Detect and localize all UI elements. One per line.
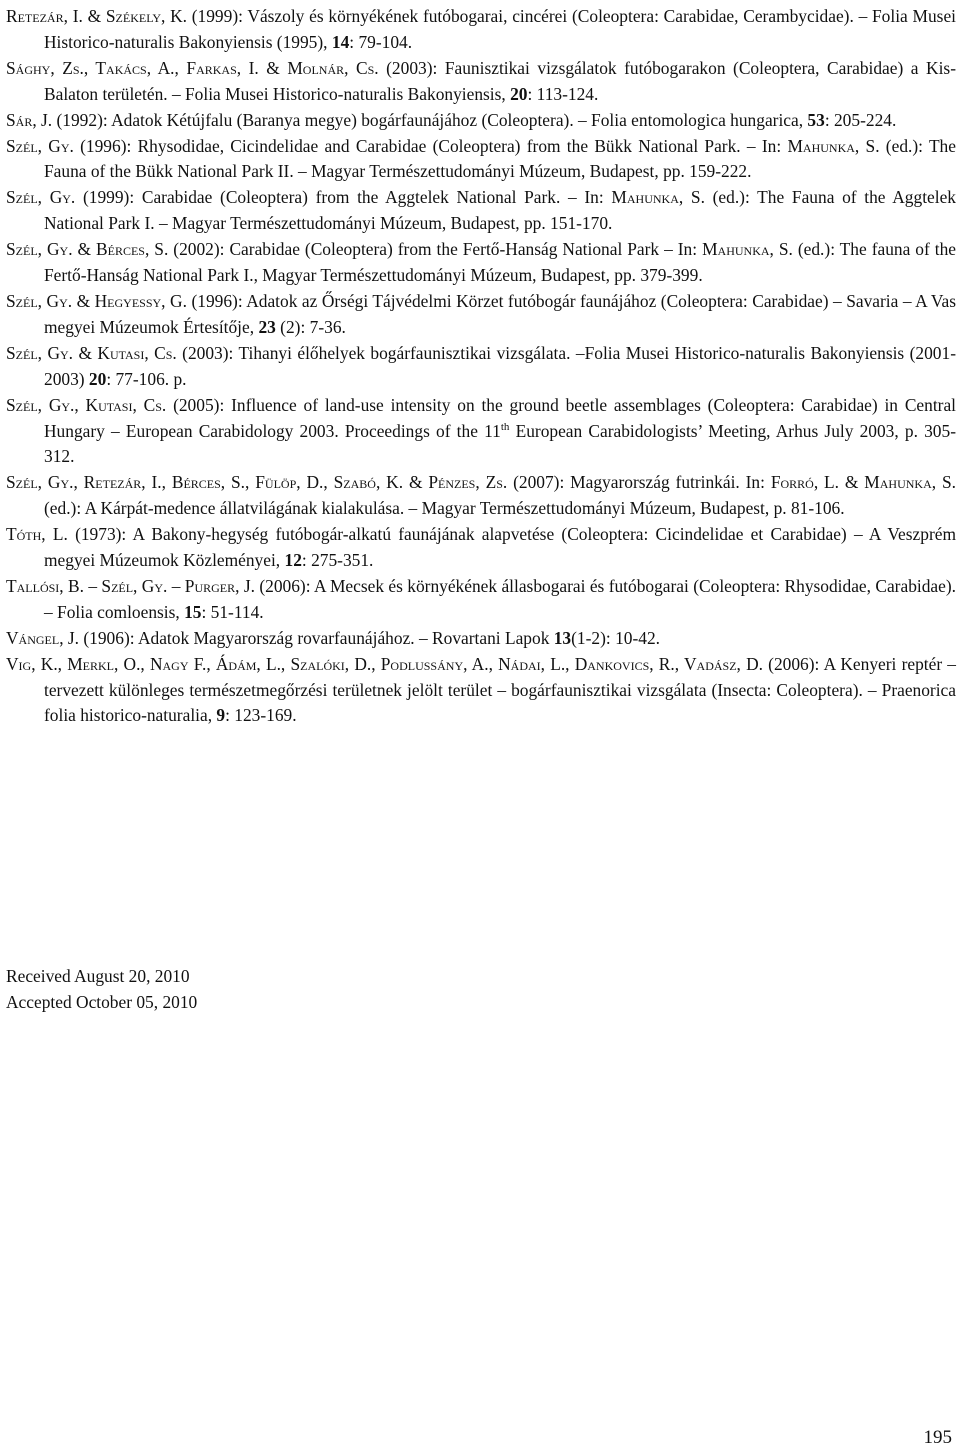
reference-entry [6,574,956,626]
reference-entry [6,56,956,108]
reference-text: (2002): Carabidae (Coleoptera) from the Fertő-Hanság National Park – In: Mahunka, S. (ed.): The fauna of the Fertő-Hanság National Park I., Magyar Természettudományi Múzeum, Budapest, pp. 379-399. [44,239,956,286]
reference-text: (2005): Influence of land-use intensity on the ground beetle assemblages (Coleoptera: Carabidae) in Central Hungary – European Carabidology 2003. Proceedings of the 11th European Carabidologists’ Meeting, Arhus July 2003, p. 305-312. [44,394,957,467]
reference-authors: Sár, J. [6,109,53,130]
reference-entry [6,185,956,237]
reference-authors: Vig, K., Merkl, O., Nagy F., Ádám, L., Szalóki, D., Podlussány, A., Nádai, L., Dankovics, R., Vadász, D. [6,653,763,674]
reference-text: (1906): Adatok Magyarország rovarfaunájához. – Rovartani Lapok 13(1-2): 10-42. [79,627,660,648]
reference-authors: Szél, Gy. & Hegyessy, G. [6,290,187,311]
reference-authors: Szél, Gy., Kutasi, Cs. [6,394,167,415]
reference-text: (1999): Carabidae (Coleoptera) from the Aggtelek National Park. – In: Mahunka, S. (ed.): The Fauna of the Aggtelek National Park I. – Magyar Természettudományi Múzeum, Budapest, pp. 151-170. [44,187,956,234]
reference-entry [6,393,956,471]
reference-entry [6,522,956,574]
reference-authors: Szél, Gy. & Bérces, S. [6,239,169,260]
reference-text: (1996): Adatok az Őrségi Tájvédelmi Körzet futóbogár faunájához (Coleoptera: Carabidae) – Savaria – A Vas megyei Múzeumok Értesítője, 23 (2): 7-36. [44,290,956,337]
reference-text: (2006): A Mecsek és környékének állasbogarai és futóbogarai (Coleoptera: Rhysodidae, Carabidae). – Folia comloensis, 15: 51-114. [44,575,956,622]
reference-authors: Szél, Gy. [6,187,76,208]
reference-entry [6,237,956,289]
reference-text: (2003): Tihanyi élőhelyek bogárfaunisztikai vizsgálata. –Folia Musei Historico-naturalis Bakonyiensis (2001-2003) 20: 77-106. p. [44,342,956,389]
received-date: Received August 20, 2010 [6,966,190,986]
reference-text: (2003): Faunisztikai vizsgálatok futóbogarakon (Coleoptera, Carabidae) a Kis-Balaton területén. – Folia Musei Historico-naturalis Bakonyiensis, 20: 113-124. [44,57,956,104]
reference-authors: Szél, Gy., Retezár, I., Bérces, S., Fülöp, D., Szabó, K. & Pénzes, Zs. [6,472,508,493]
reference-text: (2006): A Kenyeri reptér – tervezett különleges természetmegőrzési területnek jelölt terület – bogárfaunisztikai vizsgálata (Insecta: Coleoptera). – Praenorica folia historico-naturalia, 9: 123-169. [44,653,956,726]
reference-authors: Vángel, J. [6,627,80,648]
reference-text: (1999): Vászoly és környékének futóbogarai, cincérei (Coleoptera: Carabidae, Cerambycidae). – Folia Musei Historico-naturalis Bakonyiensis (1995), 14: 79-104. [44,6,956,52]
reference-entry [6,470,956,522]
reference-authors: Tallósi, B. – Szél, Gy. – Purger, J. [6,575,255,596]
reference-text: (2007): Magyarország futrinkái. In: Forró, L. & Mahunka, S. (ed.): A Kárpát-medence állatvilágának kialakulása. – Magyar Természettudományi Múzeum, Budapest, p. 81-106. [44,472,957,519]
reference-list [6,4,956,729]
accepted-date: Accepted October 05, 2010 [6,992,198,1012]
reference-authors: Sághy, Zs., Takács, A., Farkas, I. & Molnár, Cs. [6,57,379,78]
reference-text: (1996): Rhysodidae, Cicindelidae and Carabidae (Coleoptera) from the Bükk National Park. – In: Mahunka, S. (ed.): The Fauna of the Bükk National Park II. – Magyar Természettudományi Múzeum, Budapest, pp. 159-222. [44,135,956,182]
reference-authors: Szél, Gy. & Kutasi, Cs. [6,342,177,363]
reference-entry [6,652,956,730]
reference-authors: Tóth, L. [6,524,68,545]
reference-authors: Retezár, I. & Székely, K. [6,6,187,26]
reference-entry [6,626,956,652]
reference-entry [6,341,956,393]
reference-entry [6,108,956,134]
reference-entry [6,134,956,186]
reference-text: (1973): A Bakony-hegység futóbogár-alkatú faunájának alapvetése (Coleoptera: Cicindelidae et Carabidae) – A Veszprém megyei Múzeumok Közleményei, 12: 275-351. [44,524,956,571]
reference-entry [6,4,956,56]
reference-authors: Szél, Gy. [6,135,74,156]
manuscript-dates [6,963,197,1015]
page-number: 195 [923,1427,952,1448]
reference-text: (1992): Adatok Kétújfalu (Baranya megye) bogárfaunájához (Coleoptera). – Folia entomologica hungarica, 53: 205-224. [52,109,897,130]
reference-entry [6,289,956,341]
